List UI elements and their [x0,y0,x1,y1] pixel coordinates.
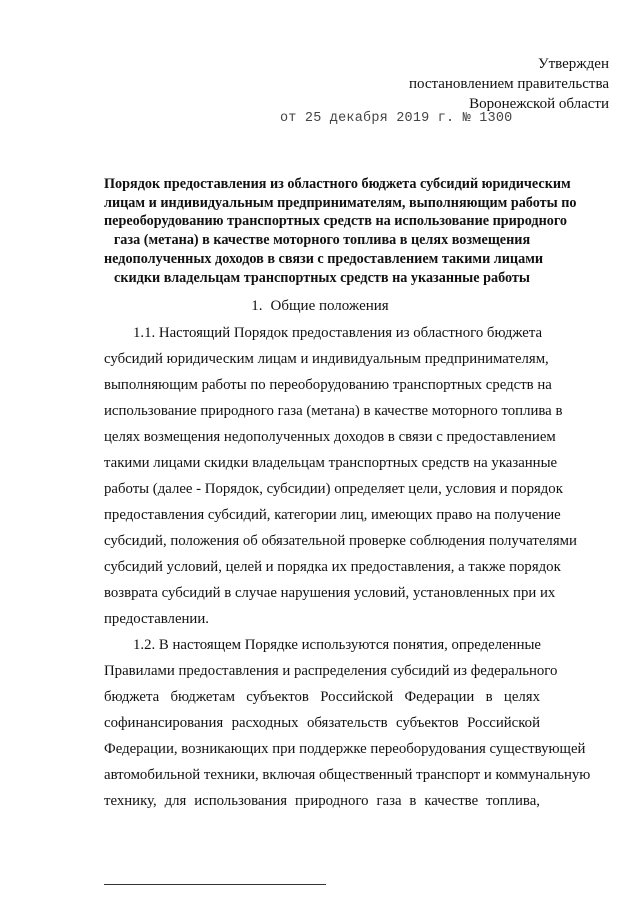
paragraph-line: возврата субсидий в случае нарушения условий, установленных при их [104,585,556,601]
title-line: лицам и индивидуальным предпринимателям, выполняющим работы по [104,194,577,211]
paragraph-line: предоставлении. [104,611,209,627]
title-line: Порядок предоставления из областного бюджета субсидий юридическим [104,176,571,192]
approval-line: Утвержден [537,56,609,72]
section-heading [0,298,640,315]
section-number: 1. [251,298,263,314]
paragraph-line: субсидий, положения об обязательной проверке соблюдения получателями [104,533,577,549]
title-line: скидки владельцам транспортных средств на указанные работы [114,269,530,286]
approval-stamp [289,54,609,114]
paragraph-line: 1.1. Настоящий Порядок предоставления из областного бюджета [133,325,543,341]
paragraph-line: софинансирования расходных обязательств субъектов Российской [104,715,540,731]
document-title [104,175,577,287]
paragraph-line: субсидий юридическим лицам и индивидуальным предпринимателям, [104,351,549,367]
paragraph-line: Правилами предоставления и распределения субсидий из федерального [104,663,558,679]
footnote-divider [104,884,326,885]
approval-line: Воронежской области [469,96,609,112]
paragraph-line: работы (далее - Порядок, субсидии) определяет цели, условия и порядок [104,481,563,497]
title-line: газа (метана) в качестве моторного топлива в целях возмещения [113,232,531,249]
approval-line: постановлением правительства [408,76,609,92]
approval-date: от 25 декабря 2019 г. № 1300 [280,111,513,126]
paragraph-line: автомобильной техники, включая общественный транспорт и коммунальную [104,767,591,783]
title-line: переоборудованию транспортных средств на использование природного [104,213,568,230]
section-title-text: Общие положения [270,298,389,314]
paragraph-line: целях возмещения недополученных доходов в связи с предоставлением [104,429,556,445]
paragraph-line: такими лицами скидки владельцам транспортных средств на указанные [104,455,558,471]
paragraph-line: бюджета бюджетам субъектов Российской Федерации в целях [104,689,540,705]
paragraph-line: выполняющим работы по переоборудованию транспортных средств на [104,377,552,393]
paragraph-line: Федерации, возникающих при поддержке переоборудования существующей [104,741,586,757]
paragraph-line: 1.2. В настоящем Порядке используются понятия, определенные [133,637,542,653]
paragraph-line: предоставления субсидий, категории лиц, имеющих право на получение [104,507,561,523]
paragraph-line: использование природного газа (метана) в качестве моторного топлива в [104,403,563,419]
paragraph-line: субсидий условий, целей и порядка их предоставления, а также порядок [104,559,561,575]
paragraph-line: технику, для использования природного газа в качестве топлива, [104,793,540,809]
title-line: недополученных доходов в связи с предоставлением такими лицами [104,250,544,267]
